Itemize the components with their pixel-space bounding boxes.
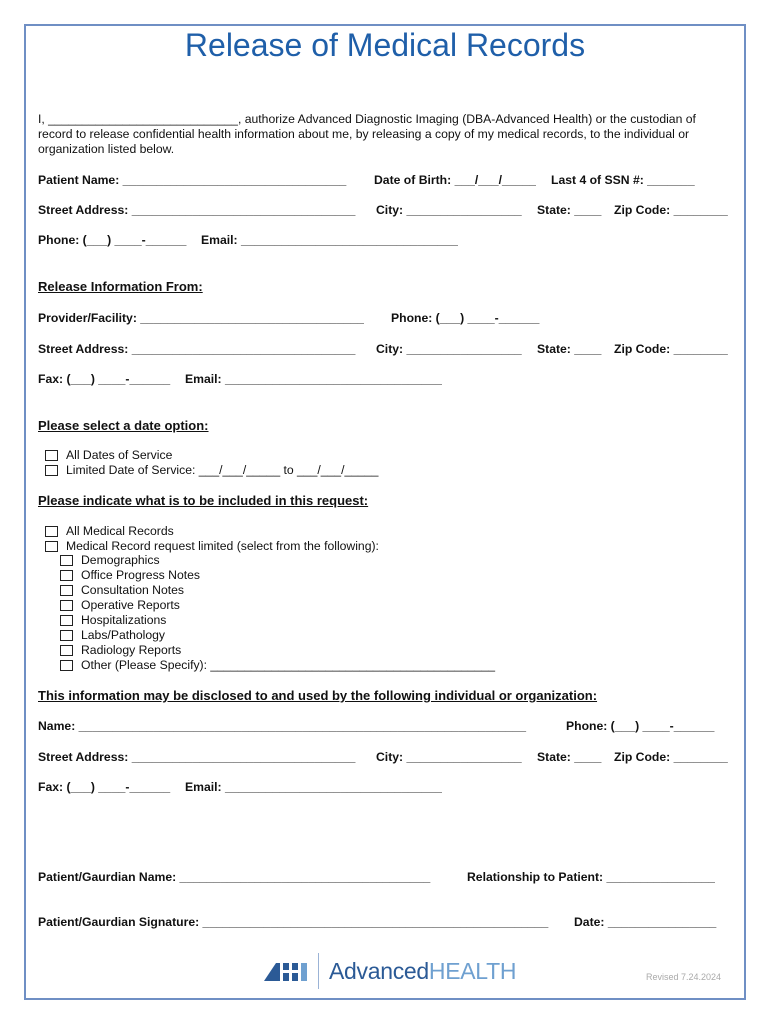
patient-email-field[interactable]: Email: ________________________________ xyxy=(201,233,458,247)
patient-dob-field[interactable]: Date of Birth: ___/___/_____ xyxy=(374,173,536,187)
advanced-health-logo-icon xyxy=(264,959,310,983)
recipient-street-field[interactable]: Street Address: _________________________________ xyxy=(38,750,356,764)
signature-date-field[interactable]: Date: ________________ xyxy=(574,915,717,929)
guardian-signature-field[interactable]: Patient/Gaurdian Signature: ___________________________________________________ xyxy=(38,915,549,929)
logo-divider xyxy=(318,953,319,989)
recipient-city-field[interactable]: City: _________________ xyxy=(376,750,522,764)
checkbox[interactable] xyxy=(60,555,73,566)
date-option-item[interactable]: All Dates of Service xyxy=(45,448,172,463)
page-title: Release of Medical Records xyxy=(184,27,586,63)
included-sub-option[interactable]: Hospitalizations xyxy=(60,613,166,628)
date-option-heading: Please select a date option: xyxy=(38,418,209,433)
included-sub-option[interactable]: Labs/Pathology xyxy=(60,628,165,643)
provider-zip-field[interactable]: Zip Code: ________ xyxy=(614,342,728,356)
intro-line-1: I, ____________________________, authorize Advanced Diagnostic Imaging (DBA-Advanced Health) or the custodian of xyxy=(38,112,696,126)
disclose-to-heading: This information may be disclosed to and used by the following individual or organization: xyxy=(38,688,598,703)
checkbox[interactable] xyxy=(45,450,58,461)
patient-name-field[interactable]: Patient Name: _________________________________ xyxy=(38,173,347,187)
release-from-heading: Release Information From: xyxy=(38,279,203,294)
relationship-field[interactable]: Relationship to Patient: ________________ xyxy=(467,870,715,884)
checkbox[interactable] xyxy=(45,526,58,537)
provider-city-field[interactable]: City: _________________ xyxy=(376,342,522,356)
provider-state-field[interactable]: State: ____ xyxy=(537,342,602,356)
revision-date: Revised 7.24.2024 xyxy=(646,972,722,982)
checkbox[interactable] xyxy=(60,660,73,671)
guardian-name-field[interactable]: Patient/Gaurdian Name: _____________________________________ xyxy=(38,870,431,884)
included-sub-option[interactable]: Consultation Notes xyxy=(60,583,184,598)
included-option[interactable]: All Medical Records xyxy=(45,524,174,539)
date-option-item[interactable]: Limited Date of Service: ___/___/_____ to ___/___/_____ xyxy=(45,463,378,478)
recipient-fax-field[interactable]: Fax: (___) ____-______ xyxy=(38,780,171,794)
checkbox[interactable] xyxy=(60,630,73,641)
provider-field[interactable]: Provider/Facility: _________________________________ xyxy=(38,311,364,325)
checkbox[interactable] xyxy=(60,570,73,581)
included-sub-option[interactable]: Demographics xyxy=(60,553,160,568)
provider-phone-field[interactable]: Phone: (___) ____-______ xyxy=(391,311,540,325)
patient-city-field[interactable]: City: _________________ xyxy=(376,203,522,217)
checkbox[interactable] xyxy=(60,600,73,611)
logo-wordmark: AdvancedHEALTH xyxy=(329,957,517,984)
patient-state-field[interactable]: State: ____ xyxy=(537,203,602,217)
provider-street-field[interactable]: Street Address: _________________________________ xyxy=(38,342,356,356)
recipient-email-field[interactable]: Email: ________________________________ xyxy=(185,780,442,794)
page-border xyxy=(24,24,746,1000)
intro-line-2: record to release confidential health information about me, by releasing a copy of my medical records, to the individual or xyxy=(38,127,690,141)
checkbox[interactable] xyxy=(60,615,73,626)
recipient-state-field[interactable]: State: ____ xyxy=(537,750,602,764)
checkbox[interactable] xyxy=(60,645,73,656)
checkbox[interactable] xyxy=(45,465,58,476)
recipient-phone-field[interactable]: Phone: (___) ____-______ xyxy=(566,719,715,733)
included-sub-option[interactable]: Radiology Reports xyxy=(60,643,181,658)
included-sub-option[interactable]: Operative Reports xyxy=(60,598,180,613)
provider-fax-field[interactable]: Fax: (___) ____-______ xyxy=(38,372,171,386)
patient-phone-field[interactable]: Phone: (___) ____-______ xyxy=(38,233,187,247)
included-sub-option[interactable]: Office Progress Notes xyxy=(60,568,200,583)
included-heading: Please indicate what is to be included in this request: xyxy=(38,493,369,508)
patient-street-field[interactable]: Street Address: _________________________________ xyxy=(38,203,356,217)
checkbox[interactable] xyxy=(60,585,73,596)
checkbox[interactable] xyxy=(45,541,58,552)
provider-email-field[interactable]: Email: ________________________________ xyxy=(185,372,442,386)
intro-line-3: organization listed below. xyxy=(38,142,175,156)
patient-zip-field[interactable]: Zip Code: ________ xyxy=(614,203,728,217)
included-option[interactable]: Medical Record request limited (select from the following): xyxy=(45,539,379,554)
advanced-health-logo xyxy=(264,951,516,991)
recipient-zip-field[interactable]: Zip Code: ________ xyxy=(614,750,728,764)
included-sub-option[interactable]: Other (Please Specify): __________________________________________ xyxy=(60,658,495,673)
patient-ssn-field[interactable]: Last 4 of SSN #: _______ xyxy=(551,173,695,187)
recipient-name-field[interactable]: Name: __________________________________________________________________ xyxy=(38,719,526,733)
